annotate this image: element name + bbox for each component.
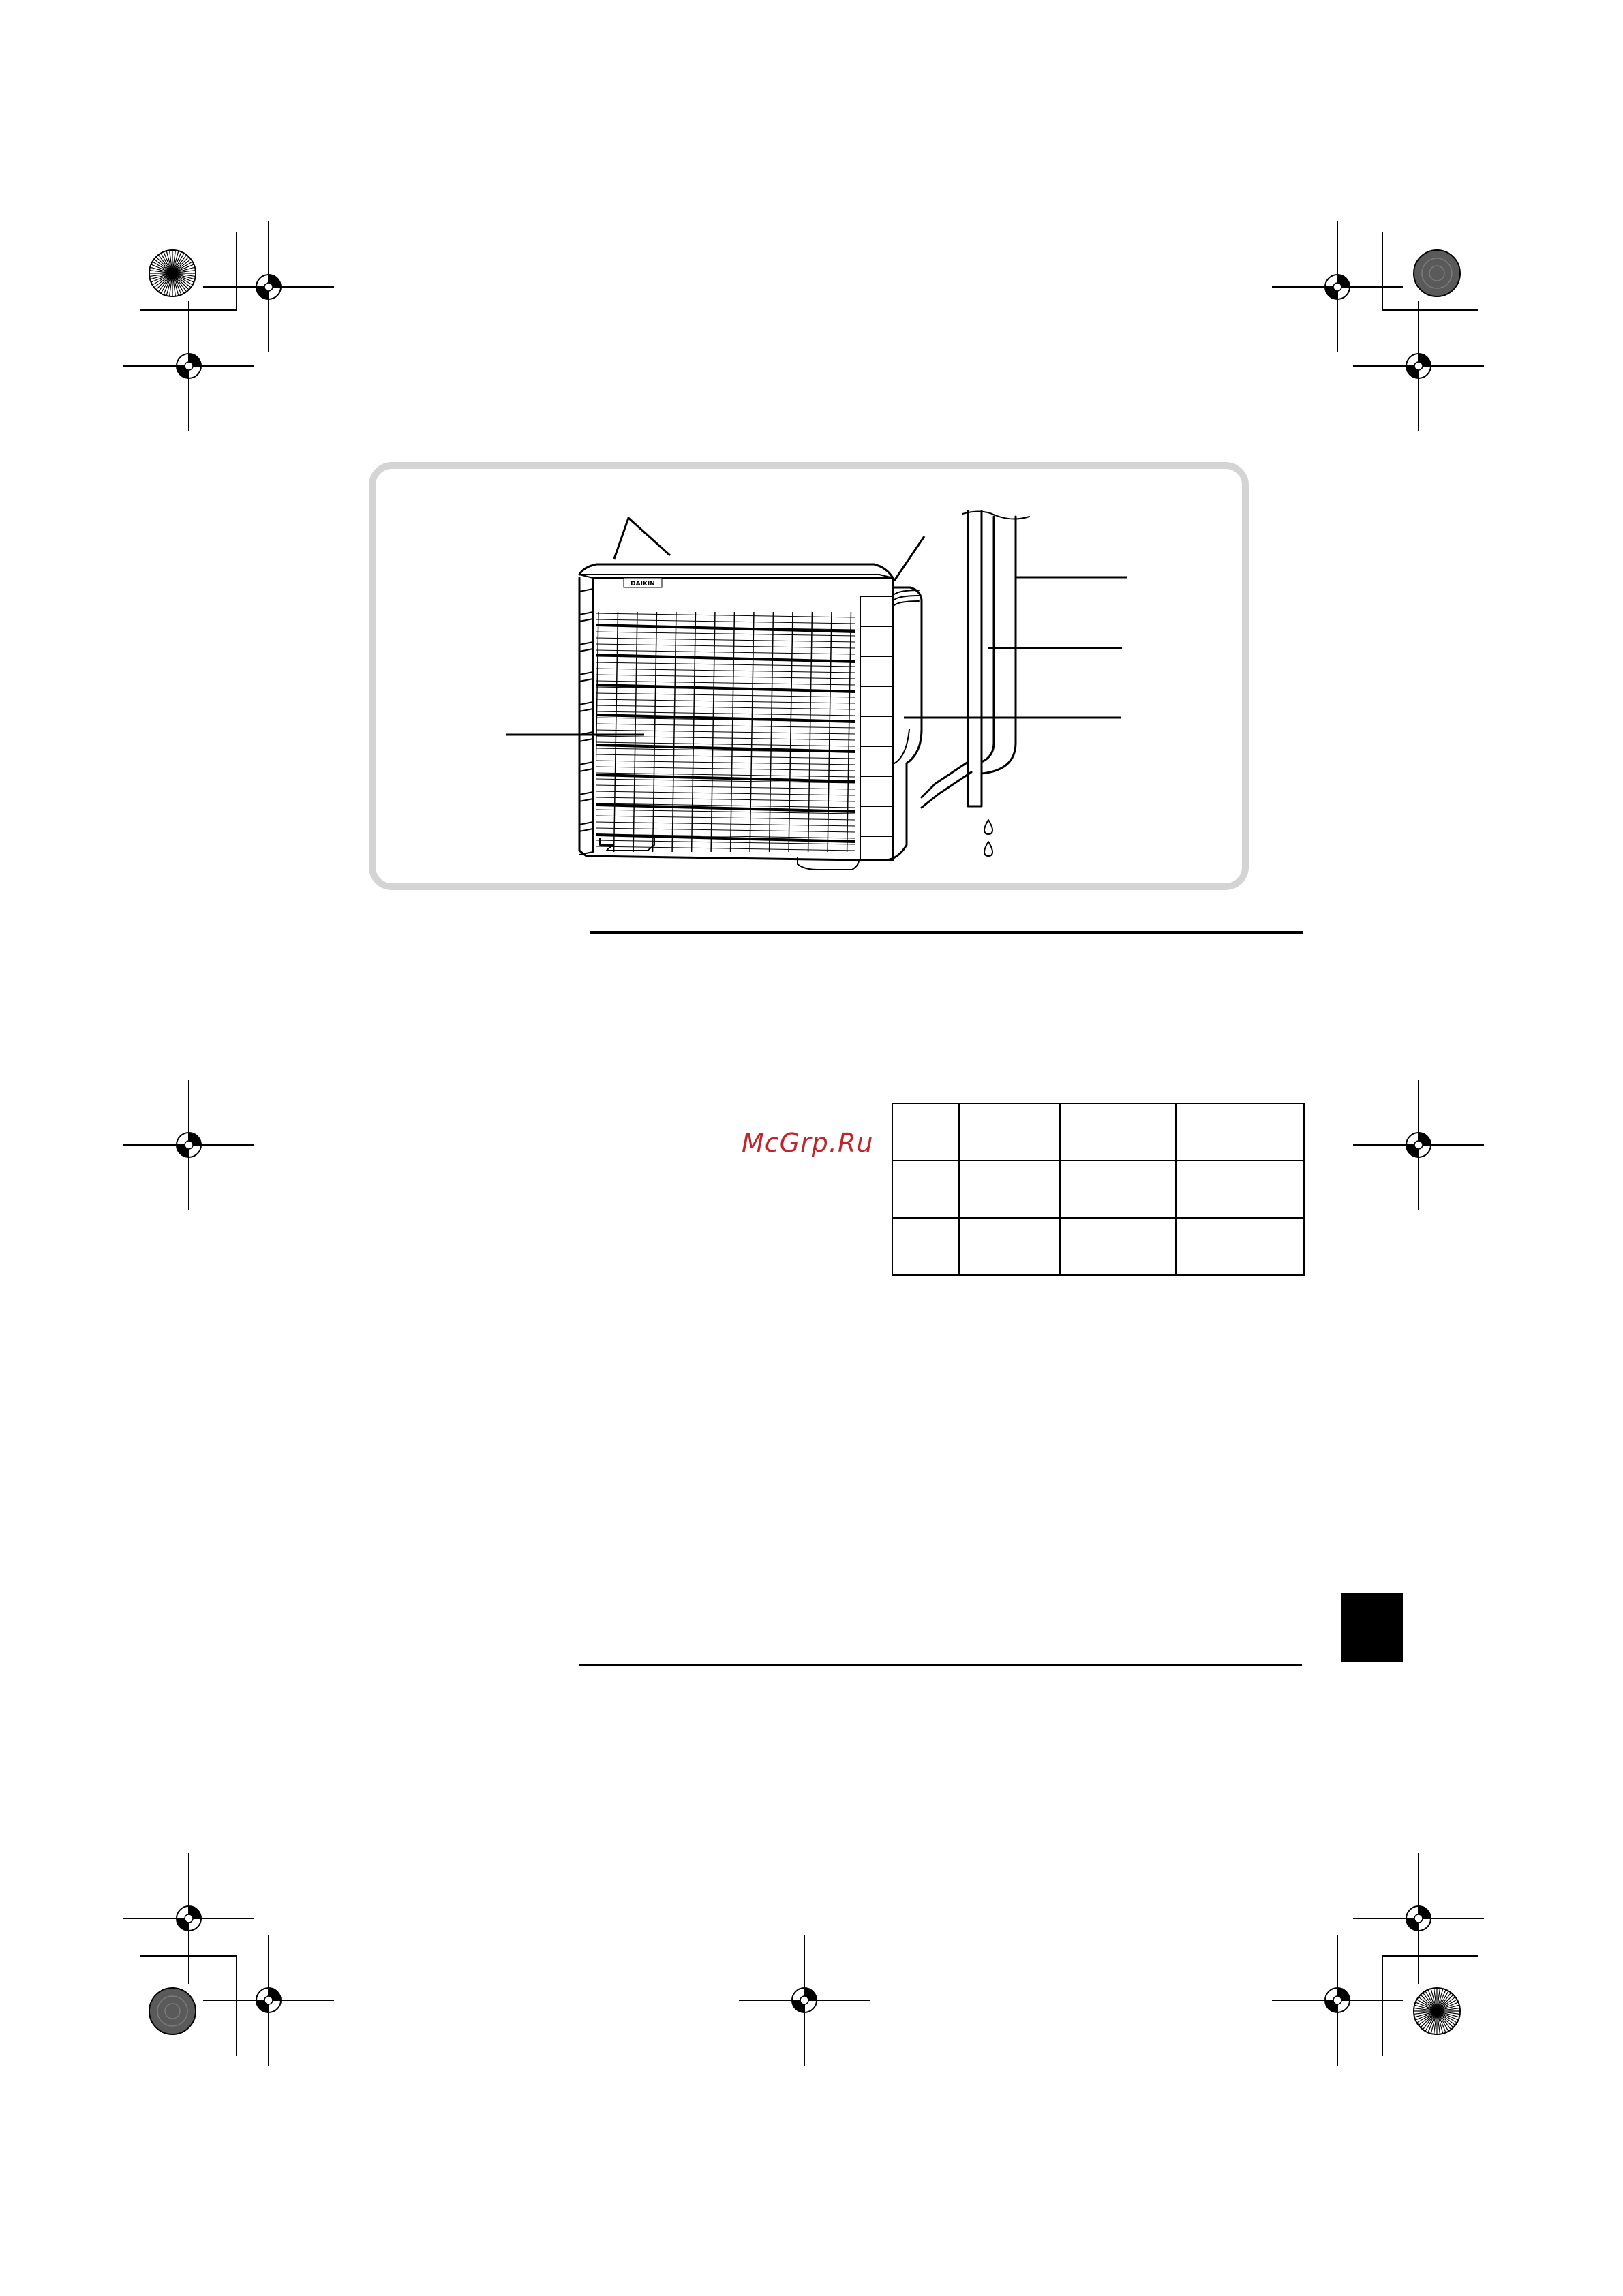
table-row (892, 1103, 1304, 1161)
radial-star-icon (149, 250, 196, 296)
bottom-rule (579, 1664, 1302, 1666)
crosshair-icon (1353, 1853, 1484, 1984)
top-rule (590, 931, 1303, 934)
section-tab (1341, 1593, 1403, 1662)
table-cell (1176, 1103, 1304, 1161)
table-cell (892, 1161, 959, 1218)
crosshair-icon (1272, 1935, 1403, 2066)
crosshair-icon (123, 1853, 254, 1984)
radial-star-icon (1414, 1988, 1460, 2034)
table-cell (959, 1161, 1060, 1218)
crosshair-icon (203, 1935, 334, 2066)
spec-table (892, 1103, 1305, 1276)
table-cell (959, 1218, 1060, 1275)
table-row (892, 1218, 1304, 1275)
crosshair-icon (123, 301, 254, 431)
crosshair-icon (203, 221, 334, 352)
table-cell (1176, 1218, 1304, 1275)
watermark: McGrp.Ru (742, 1128, 874, 1158)
table-cell (892, 1218, 959, 1275)
crosshair-icon (123, 1080, 254, 1210)
outdoor-unit-illustration (369, 462, 1249, 890)
crosshair-icon (1353, 1080, 1484, 1210)
table-cell (1060, 1103, 1176, 1161)
table-cell (1060, 1161, 1176, 1218)
table-cell (959, 1103, 1060, 1161)
crosshair-icon (1353, 301, 1484, 431)
table-cell (892, 1103, 959, 1161)
crosshair-icon (1272, 221, 1403, 352)
table-row (892, 1161, 1304, 1218)
crosshair-icon (739, 1935, 870, 2066)
logo-text: DAIKIN (631, 581, 655, 587)
table-cell (1060, 1218, 1176, 1275)
screened-dot-icon (149, 1988, 196, 2034)
table-cell (1176, 1161, 1304, 1218)
screened-dot-icon (1414, 250, 1460, 296)
